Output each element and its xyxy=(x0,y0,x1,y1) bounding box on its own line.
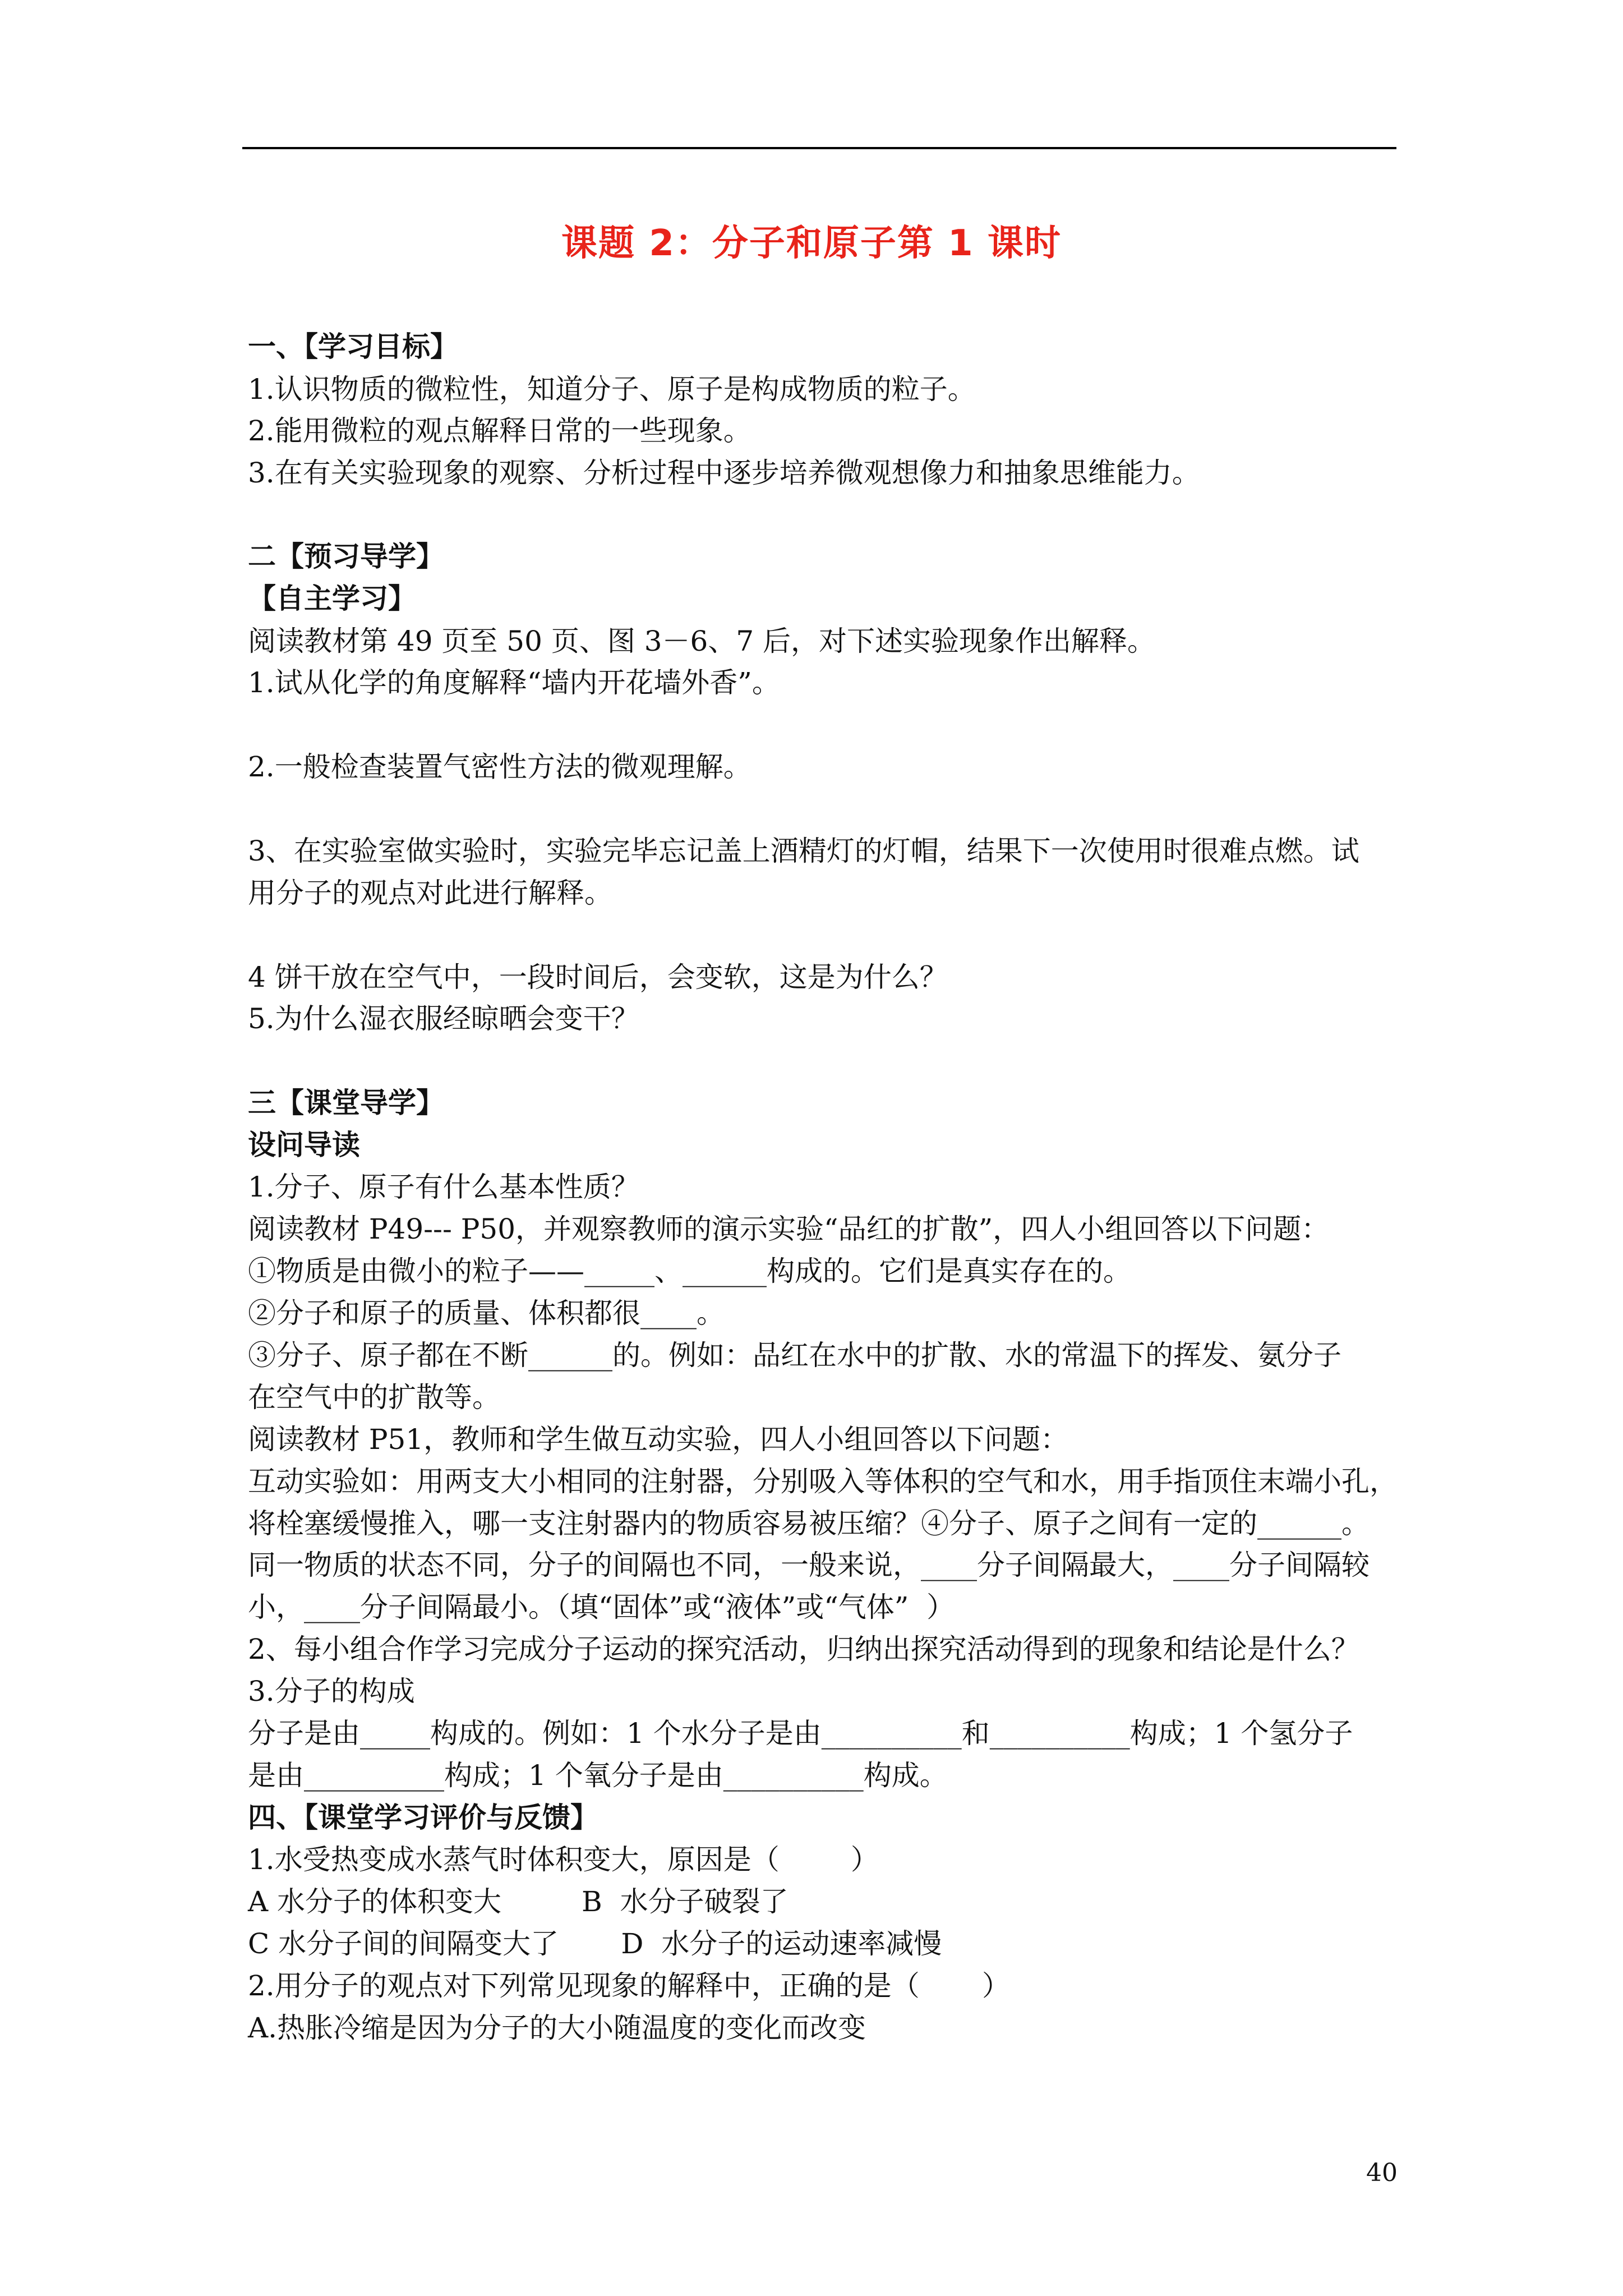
experiment-line-4: 小，____分子间隔最小。（填“固体”或“液体”或“气体” ） xyxy=(248,1591,955,1623)
question-1: 1.试从化学的角度解释“墙内开花墙外香”。 xyxy=(248,666,780,699)
reading-p51: 阅读教材 P51，教师和学生做互动实验，四人小组回答以下问题： xyxy=(248,1423,1069,1456)
prompt-3: 3.分子的构成 xyxy=(248,1675,415,1708)
prompt-1: 1.分子、原子有什么基本性质？ xyxy=(248,1171,639,1203)
exercise-1-options-ab: A 水分子的体积变大 B 水分子破裂了 xyxy=(248,1885,789,1918)
objective-2: 2.能用微粒的观点解释日常的一些现象。 xyxy=(248,415,751,447)
molecule-composition-line-1: 分子是由_____构成的。例如：1 个水分子是由__________和__________构成；1 个氢分子 xyxy=(248,1717,1353,1750)
subheading-guided-reading: 设问导读 xyxy=(248,1129,360,1161)
reading-p49-p50: 阅读教材 P49--- P50，并观察教师的演示实验“品红的扩散”，四人小组回答以下问题： xyxy=(248,1213,1330,1245)
fill-item-1: ①物质是由微小的粒子——_____、______构成的。它们是真实存在的。 xyxy=(248,1255,1131,1287)
exercise-1: 1.水受热变成水蒸气时体积变大，原因是（ ） xyxy=(248,1843,879,1876)
question-3-line-1: 3、在实验室做实验时，实验完毕忘记盖上酒精灯的灯帽，结果下一次使用时很难点燃。试 xyxy=(248,835,1359,867)
molecule-composition-line-2: 是由__________构成；1 个氧分子是由__________构成。 xyxy=(248,1759,948,1792)
objective-3: 3.在有关实验现象的观察、分析过程中逐步培养微观想像力和抽象思维能力。 xyxy=(248,457,1200,489)
section-heading-preview: 二【预习导学】 xyxy=(248,540,444,573)
question-3-line-2: 用分子的观点对此进行解释。 xyxy=(248,877,612,909)
question-2: 2.一般检查装置气密性方法的微观理解。 xyxy=(248,751,751,783)
page-number: 40 xyxy=(1366,2159,1398,2187)
section-heading-objectives: 一、【学习目标】 xyxy=(248,330,458,363)
question-4: 4 饼干放在空气中，一段时间后，会变软，这是为什么？ xyxy=(248,961,948,993)
reading-instruction: 阅读教材第 49 页至 50 页、图 3－6、7 后，对下述实验现象作出解释。 xyxy=(248,625,1156,657)
page-title: 课题 2：分子和原子第 1 课时 xyxy=(561,223,1062,264)
header-rule xyxy=(242,147,1396,149)
prompt-2: 2、每小组合作学习完成分子运动的探究活动，归纳出探究活动得到的现象和结论是什么？ xyxy=(248,1633,1359,1665)
question-5: 5.为什么湿衣服经晾晒会变干？ xyxy=(248,1002,639,1035)
objective-1: 1.认识物质的微粒性，知道分子、原子是构成物质的粒子。 xyxy=(248,373,976,406)
section-heading-classroom: 三【课堂导学】 xyxy=(248,1087,444,1119)
exercise-1-options-cd: C 水分子间的间隔变大了 D 水分子的运动速率减慢 xyxy=(248,1927,942,1960)
exercise-2-option-a: A.热胀冷缩是因为分子的大小随温度的变化而改变 xyxy=(248,2012,866,2044)
experiment-line-2: 将栓塞缓慢推入，哪一支注射器内的物质容易被压缩？④分子、原子之间有一定的______。 xyxy=(248,1507,1370,1540)
fill-item-3-line-1: ③分子、原子都在不断______的。例如：品红在水中的扩散、水的常温下的挥发、氨分子 xyxy=(248,1339,1341,1372)
fill-item-2: ②分子和原子的质量、体积都很____。 xyxy=(248,1297,725,1329)
exercise-2: 2.用分子的观点对下列常见现象的解释中，正确的是（ ） xyxy=(248,1970,1010,2002)
experiment-line-3: 同一物质的状态不同，分子的间隔也不同，一般来说，____分子间隔最大，____分子间隔较 xyxy=(248,1549,1370,1581)
experiment-line-1: 互动实验如：用两支大小相同的注射器，分别吸入等体积的空气和水，用手指顶住末端小孔， xyxy=(248,1465,1398,1498)
section-heading-feedback: 四、【课堂学习评价与反馈】 xyxy=(248,1801,598,1834)
fill-item-3-line-2: 在空气中的扩散等。 xyxy=(248,1381,500,1414)
subheading-self-study: 【自主学习】 xyxy=(248,582,416,615)
